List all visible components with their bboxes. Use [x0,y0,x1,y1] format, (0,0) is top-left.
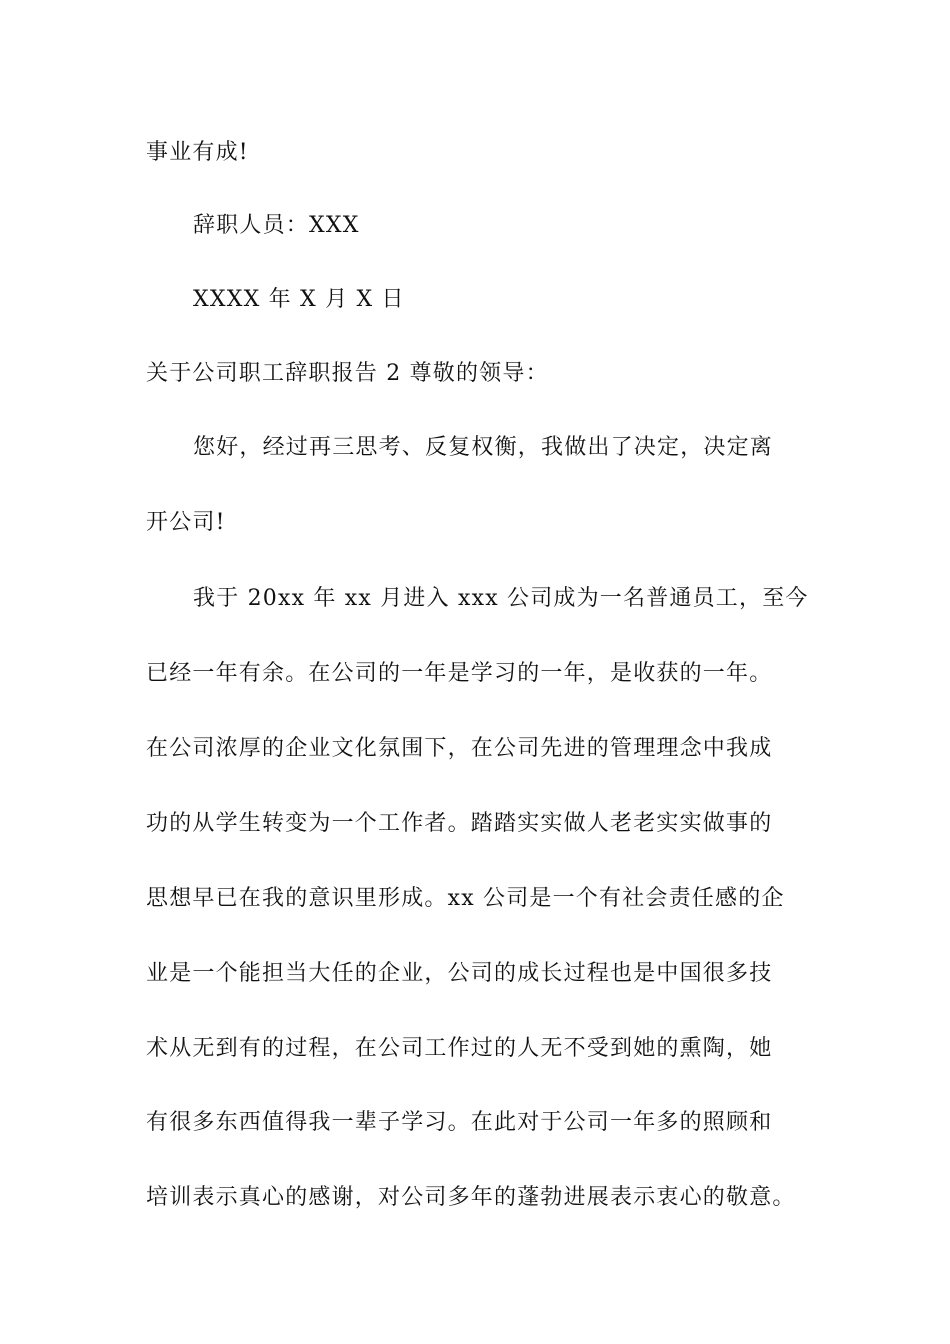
resigner-line: 辞职人员：XXX [193,213,360,238]
closing-line: 事业有成! [146,140,249,165]
paragraph-line: 我于 20xx 年 xx 月进入 xxx 公司成为一名普通员工，至今 [193,586,809,611]
paragraph-line: 在公司浓厚的企业文化氛围下，在公司先进的管理理念中我成 [146,736,773,761]
paragraph-line: 已经一年有余。在公司的一年是学习的一年，是收获的一年。 [146,661,773,686]
paragraph-line: 功的从学生转变为一个工作者。踏踏实实做人老老实实做事的 [146,811,773,836]
date-line: XXXX 年 X 月 X 日 [193,287,405,312]
paragraph-line: 术从无到有的过程，在公司工作过的人无不受到她的熏陶，她 [146,1036,773,1061]
paragraph-line: 思想早已在我的意识里形成。xx 公司是一个有社会责任感的企 [146,886,785,911]
paragraph-line: 业是一个能担当大任的企业，公司的成长过程也是中国很多技 [146,961,773,986]
section-heading: 关于公司职工辞职报告 2 尊敬的领导： [146,361,549,386]
paragraph-line: 培训表示真心的感谢，对公司多年的蓬勃进展表示衷心的敬意。 [146,1185,796,1210]
paragraph-line: 开公司! [146,510,226,535]
paragraph-line: 有很多东西值得我一辈子学习。在此对于公司一年多的照顾和 [146,1110,773,1135]
paragraph-line: 您好，经过再三思考、反复权衡，我做出了决定，决定离 [193,435,774,460]
